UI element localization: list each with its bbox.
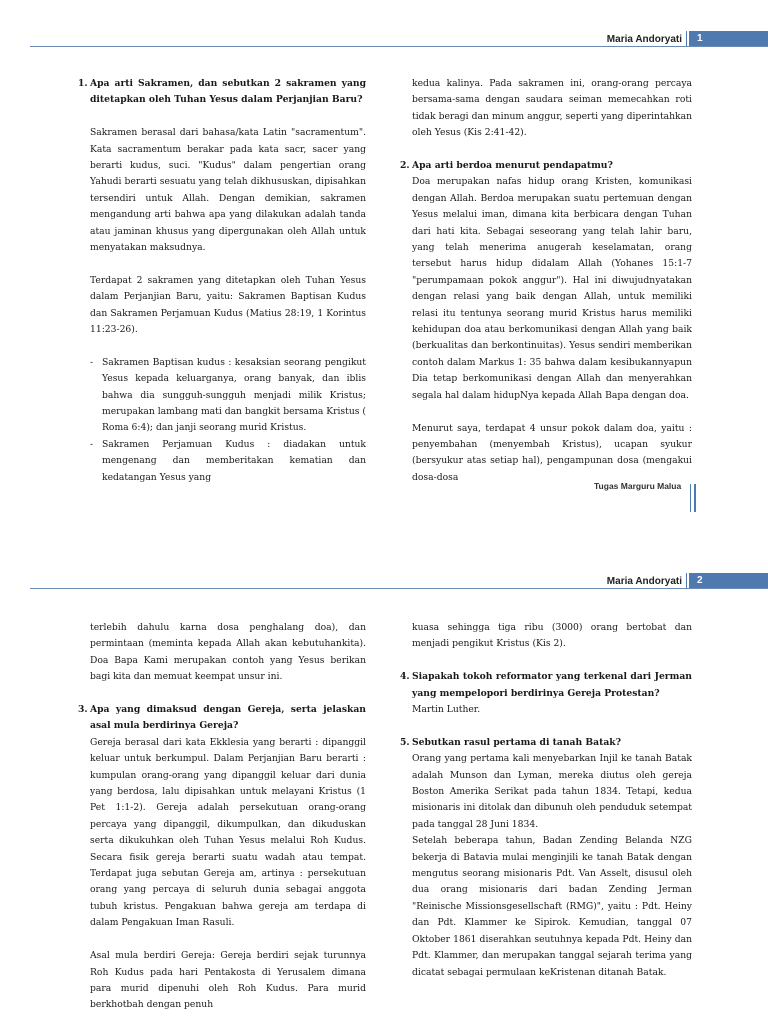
left-column (78, 76, 366, 486)
right-column (400, 76, 692, 503)
list-item (90, 437, 366, 486)
question-1 (78, 76, 366, 109)
header-rule (30, 588, 768, 589)
question-text: Siapakah tokoh reformator yang terkenal dari Jerman yang mempelopori berdirinya Gereja Protestan? (412, 671, 692, 699)
header-separator (686, 31, 687, 47)
paragraph: kedua kalinya. Pada sakramen ini, orang-orang percaya bersama-sama dengan saudara seiman memecahkan roti tidak beragi dan minum anggur, seperti yang diperintahkan oleh Yesus (Kis 2:41-42). (412, 78, 692, 139)
paragraph: Menurut saya, terdapat 4 unsur pokok dalam doa, yaitu : penyembahan (menyembah Kristus), ucapan syukur (bersyukur atas setiap hal), pengampunan dosa (mengakui dosa-dosa (412, 422, 692, 483)
list-bullet: - (90, 438, 94, 450)
list-item-text: Sakramen Perjamuan Kudus : diadakan untuk mengenang dan memberitakan kematian dan kedatangan Yesus yang (102, 438, 366, 483)
list-bullet: - (90, 356, 94, 368)
header-author: Maria Andoryati (606, 576, 682, 587)
paragraph: Doa merupakan nafas hidup orang Kristen, komunikasi dengan Allah. Berdoa merupakan suatu pertemuan dengan Yesus melalui iman, dimana kita berbicara dengan Tuhan dari hati kita. Sebagai seseorang yang telah lahir baru, yang telah menerima anugerah keselamatan, orang tersebut harus hidup didalam Allah (Yohanes 15:1-7 "perumpamaan pokok anggur"). Hal ini diwujudnyatakan dengan relasi yang baik dengan Allah, untuk memiliki relasi itu tentunya seorang murid Kristus harus memiliki kehidupan doa atau berkomunikasi dengan Allah yang baik (berkualitas dan berkontinuitas). Yesus sendiri memberikan contoh dalam Markus 1: 35 bahwa dalam kesibukannyapun Dia tetap berkomunikasi dengan Allah dan menyerahkan segala hal dalam hidupNya kepada Allah Bapa dengan doa. (412, 176, 692, 401)
header-separator (686, 573, 687, 589)
page-2 (0, 512, 768, 1024)
question-5 (400, 735, 692, 751)
header-page-number: 2 (689, 573, 768, 589)
paragraph: Sakramen berasal dari bahasa/kata Latin "sacramentum". Kata sacramentum berakar pada kata sacr, sacer yang berarti kudus, suci. "Kudus" dalam pengertian orang Yahudi berarti sesuatu yang telah dikhususkan, dipisahkan tersendiri untuk Allah. Dengan demikian, sakramen mengandung arti bahwa apa yang dilakukan adalah tanda atau jaminan khusus yang dipergunakan oleh Allah untuk menyatakan maksudnya. (90, 127, 366, 254)
paragraph: Terdapat 2 sakramen yang ditetapkan oleh Tuhan Yesus dalam Perjanjian Baru, yaitu: Sakramen Baptisan Kudus dan Sakramen Perjamuan Kudus (Matius 28:19, 1 Korintus 11:23-26). (90, 274, 366, 336)
question-4 (400, 669, 692, 702)
list-item-text: Sakramen Baptisan kudus : kesaksian seorang pengikut Yesus kepada keluarganya, orang banyak, dan iblis bahwa dia sungguh-sungguh menjadi milik Kristus; merupakan lambang mati dan bangkit bersama Kristus ( Roma 6:4); dan janji seorang murid Kristus. (102, 356, 366, 434)
paragraph: Orang yang pertama kali menyebarkan Injil ke tanah Batak adalah Munson dan Lyman, mereka diutus oleh gereja Boston Amerika Serikat pada tahun 1834. Tetapi, kedua misionaris ini ditolak dan dibunuh oleh penduduk setempat pada tanggal 28 Juni 1834. (412, 753, 692, 830)
question-number: 2. (400, 160, 410, 172)
question-number: 3. (78, 704, 88, 716)
header-page-number: 1 (689, 31, 768, 47)
page-1 (0, 0, 768, 512)
header-author: Maria Andoryati (606, 34, 682, 45)
question-text: Apa yang dimaksud dengan Gereja, serta jelaskan asal mula berdirinya Gereja? (90, 704, 366, 732)
right-column (400, 620, 692, 997)
question-number: 4. (400, 671, 410, 683)
answer: Martin Luther. (412, 704, 481, 716)
paragraph: Gereja berasal dari kata Ekklesia yang berarti : dipanggil keluar untuk berkumpul. Dalam Perjanjian Baru berarti : kumpulan orang-orang yang dipanggil keluar dari dunia yang berdosa, lalu dipisahkan untuk melayani Kristus (1 Pet 1:1-2). Gereja adalah persekutuan orang-orang percaya yang dipanggil, dikumpulkan, dan dikuduskan serta dikukuhkan oleh Tuhan Yesus melalui Roh Kudus. Secara fisik gereja berarti suatu wadah atau tempat. Terdapat juga sebutan Gereja am, artinya : persekutuan orang yang percaya di seluruh dunia sebagai anggota tubuh kristus. Pengakuan bahwa gereja am terdapa di dalam Pengakuan Iman Rasuli. (90, 736, 366, 929)
left-column (78, 620, 366, 1030)
question-2 (400, 158, 692, 174)
paragraph: kuasa sehingga tiga ribu (3000) orang bertobat dan menjadi pengikut Kristus (Kis 2). (412, 622, 692, 650)
question-text: Sebutkan rasul pertama di tanah Batak? (412, 736, 622, 748)
list-item (90, 355, 366, 437)
sacrament-list (90, 355, 366, 486)
question-number: 5. (400, 736, 410, 748)
header-rule (30, 46, 768, 47)
question-3 (78, 702, 366, 735)
paragraph: Setelah beberapa tahun, Badan Zending Belanda NZG bekerja di Batavia mulai menginjili ke tanah Batak dengan mengutus seorang misionaris Pdt. Van Asselt, disusul oleh dua orang misionaris dari badan Zending Jerman "Reinische Missionsgesellschaft (RMG)", yaitu : Pdt. Heiny dan Pdt. Klammer ke Sipirok. Kemudian, tanggal 07 Oktober 1861 diserahkan seutuhnya kepada Pdt. Heiny dan Pdt. Klammer, dan merupakan tanggal sejarah terima yang dicatat sebagai permulaan keKristenan ditanah Batak. (412, 835, 692, 978)
question-text: Apa arti Sakramen, dan sebutkan 2 sakramen yang ditetapkan oleh Tuhan Yesus dalam Perjanjian Baru? (90, 78, 366, 106)
footer-text: Tugas Marguru Malua (594, 481, 682, 491)
question-number: 1. (78, 78, 88, 89)
paragraph: Asal mula berdiri Gereja: Gereja berdiri sejak turunnya Roh Kudus pada hari Pentakosta di Yerusalem dimana para murid dipenuhi oleh Roh Kudus. Para murid berkhotbah dengan penuh (90, 950, 366, 1011)
question-text: Apa arti berdoa menurut pendapatmu? (412, 160, 613, 172)
paragraph: terlebih dahulu karna dosa penghalang doa), dan permintaan (meminta kepada Allah akan kebutuhankita). Doa Bapa Kami merupakan contoh yang Yesus berikan bagi kita dan memuat keempat unsur ini. (90, 622, 366, 683)
